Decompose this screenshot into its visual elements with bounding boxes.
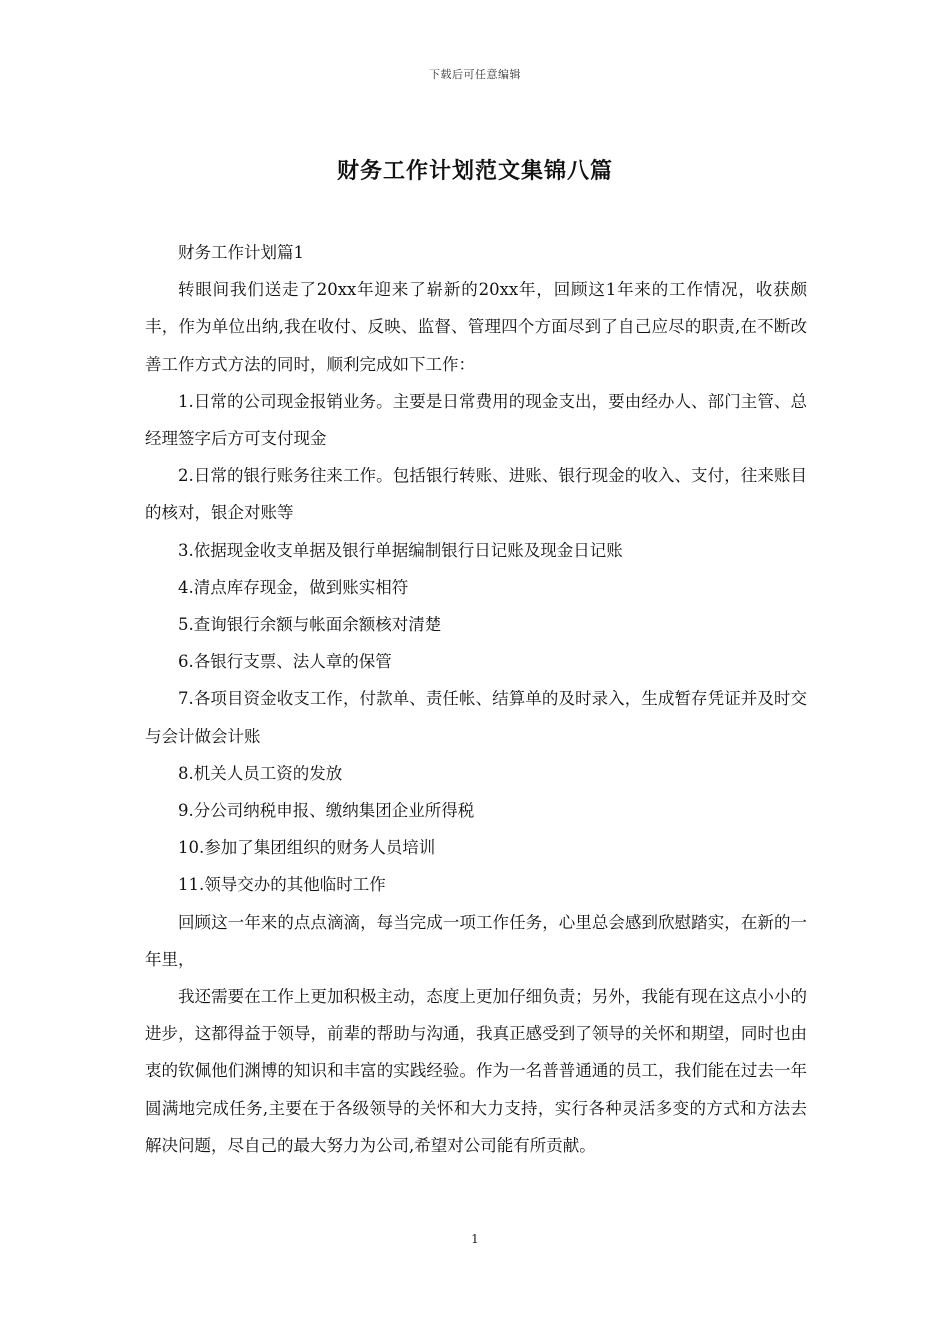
body-paragraph: 我还需要在工作上更加积极主动，态度上更加仔细负责；另外，我能有现在这点小小的进步，这都得益于领导，前辈的帮助与沟通，我真正感受到了领导的关怀和期望，同时也由衷的钦佩他们渊博的知识和丰富的实践经验。作为一名普普通通的员工，我们能在过去一年圆满地完成任务,主要在于各级领导的关怀和大力支持，实行各种灵活多变的方式和方法去解决问题，尽自己的最大努力为公司,希望对公司能有所贡献。	[145, 987, 807, 1155]
list-item: 7.各项目资金收支工作，付款单、责任帐、结算单的及时录入，生成暂存凭证并及时交与会计做会计账	[145, 689, 807, 746]
document-title: 财务工作计划范文集锦八篇	[336, 158, 613, 184]
page-header-note: 下载后可任意编辑	[429, 68, 521, 81]
list-item: 8.机关人员工资的发放	[178, 763, 343, 783]
list-item: 9.分公司纳税申报、缴纳集团企业所得税	[178, 801, 475, 821]
section-heading: 财务工作计划篇1	[178, 243, 304, 262]
list-item: 10.参加了集团组织的财务人员培训	[178, 838, 436, 858]
list-item: 1.日常的公司现金报销业务。主要是日常费用的现金支出，要由经办人、部门主管、总经理签字后方可支付现金	[145, 391, 807, 449]
body-paragraph: 转眼间我们送走了20xx年迎来了崭新的20xx年，回顾这1年来的工作情况，收获颇丰，作为单位出纳,我在收付、反映、监督、管理四个方面尽到了自己应尽的职责,在不断改善工作方式方法的同时，顺利完成如下工作：	[145, 280, 807, 374]
list-item: 5.查询银行余额与帐面余额核对清楚	[178, 615, 442, 635]
list-item: 6.各银行支票、法人章的保管	[178, 652, 392, 672]
page-number: 1	[471, 1232, 479, 1246]
list-item: 4.清点库存现金，做到账实相符	[178, 577, 409, 597]
body-paragraph: 回顾这一年来的点点滴滴，每当完成一项工作任务，心里总会感到欣慰踏实，在新的一年里，	[145, 912, 807, 969]
document-body	[145, 234, 807, 1164]
list-item: 3.依据现金收支单据及银行单据编制银行日记账及现金日记账	[178, 540, 623, 560]
list-item: 11.领导交办的其他临时工作	[178, 875, 386, 895]
list-item: 2.日常的银行账务往来工作。包括银行转账、进账、银行现金的收入、支付，往来账目的核对，银企对账等	[145, 466, 807, 523]
